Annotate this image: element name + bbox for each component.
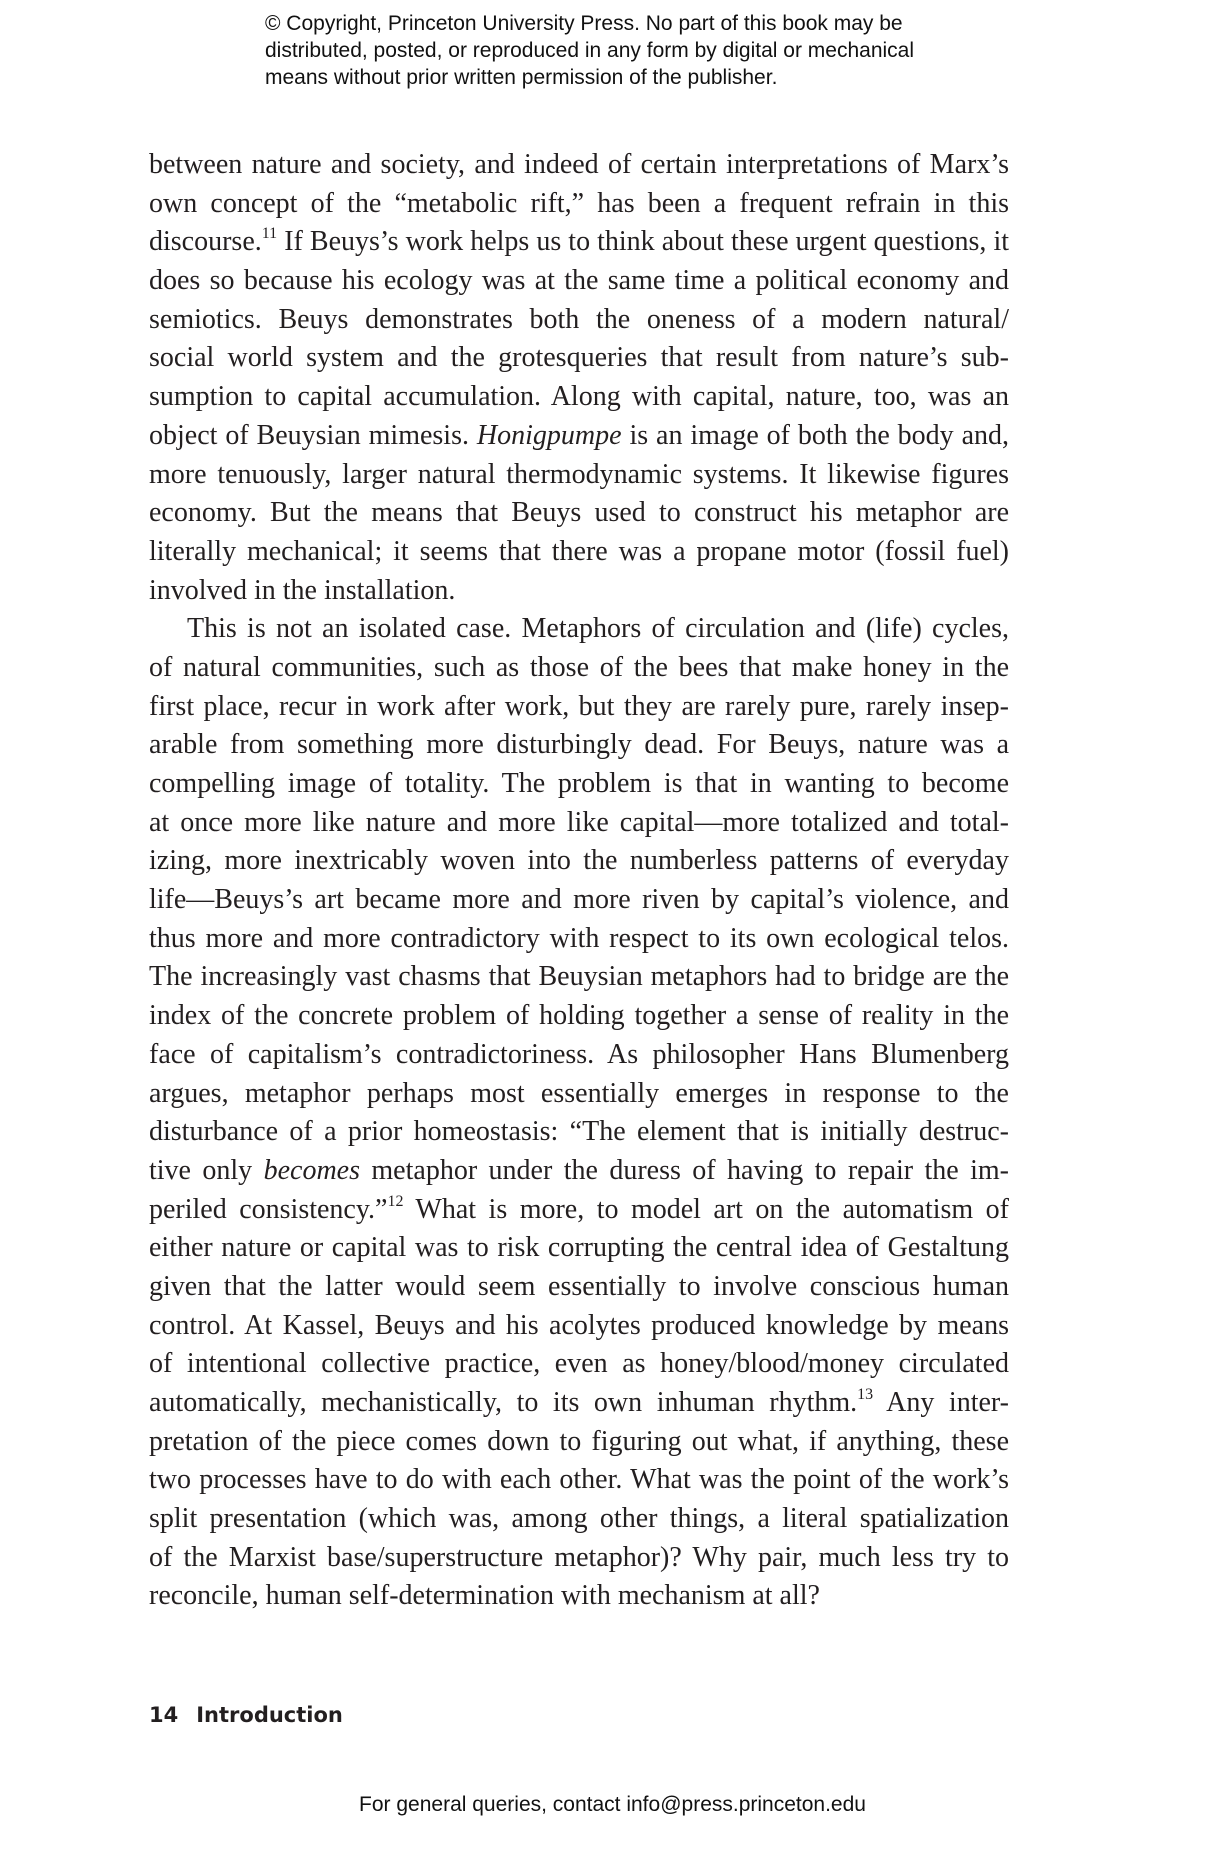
line-text: split presentation (which was, among other things, a literal spatialization (149, 1503, 1009, 1535)
line-text: sumption to capital accumulation. Along with capital, nature, too, was an (149, 381, 1009, 413)
text-line (149, 1461, 1009, 1500)
text-line (149, 1268, 1009, 1307)
line-text: object of Beuysian mimesis. (149, 419, 477, 451)
line-text: The increasingly vast chasms that Beuysian metaphors had to bridge are the (149, 961, 1009, 993)
footnote-ref: 13 (857, 1386, 874, 1403)
line-text: economy. But the means that Beuys used to construct his metaphor are (149, 497, 1009, 529)
line-text: two processes have to do with each other. What was the point of the work’s (149, 1464, 1009, 1496)
line-text: semiotics. Beuys demonstrates both the oneness of a modern natural/ (149, 303, 1009, 335)
text-line (149, 378, 1009, 417)
text-line (149, 1384, 1009, 1423)
copyright-notice (265, 10, 985, 91)
text-line (149, 958, 1009, 997)
line-text: argues, metaphor perhaps most essentially emerges in response to the (149, 1077, 1009, 1109)
text-line (149, 726, 1009, 765)
text-line (149, 1229, 1009, 1268)
text-line (149, 146, 1009, 185)
line-text: control. At Kassel, Beuys and his acolytes produced knowledge by means (149, 1309, 1009, 1341)
text-line (149, 1036, 1009, 1075)
text-line (149, 842, 1009, 881)
line-text: compelling image of totality. The problem is that in wanting to become (149, 768, 1009, 799)
contact-notice: For general queries, contact info@press.princeton.edu (359, 1793, 866, 1816)
line-text: reconcile, human self-determination with mechanism at all? (149, 1580, 820, 1612)
line-text: either nature or capital was to risk corrupting the central idea of Gestaltung (149, 1232, 1009, 1264)
text-line (149, 494, 1009, 533)
text-line (149, 1577, 1009, 1616)
line-text: literally mechanical; it seems that there was a propane motor (fossil fuel) (149, 535, 1009, 567)
footnote-ref: 12 (387, 1192, 404, 1210)
text-line (149, 649, 1009, 688)
line-text: discourse. (149, 226, 262, 258)
line-text: is an image of both the body and, (621, 419, 1009, 451)
line-text: What is more, to model art on the automatism of (403, 1193, 1010, 1225)
line-text: social world system and the grotesqueries that result from nature’s sub- (149, 342, 1009, 374)
line-text: izing, more inextricably woven into the numberless patterns of everyday (149, 845, 1009, 877)
line-text: tive only (149, 1154, 264, 1186)
line-text: does so because his ecology was at the same time a political economy and (149, 265, 1009, 297)
line-text: own concept of the “metabolic rift,” has been a frequent refrain in this (149, 187, 1009, 219)
text-line (149, 456, 1009, 495)
line-text: Any inter- (873, 1387, 1009, 1418)
paragraph (149, 610, 1009, 1616)
text-line (149, 765, 1009, 804)
text-line (149, 185, 1009, 224)
text-line (149, 572, 1009, 611)
italic-title: Honigpumpe (476, 419, 622, 451)
footnote-ref: 11 (261, 225, 278, 243)
line-text: automatically, mechanistically, to its own inhuman rhythm. (149, 1387, 858, 1418)
body-text (149, 146, 1009, 1616)
text-line (149, 301, 1009, 340)
line-text: of intentional collective practice, even as honey/blood/money circulated (149, 1348, 1009, 1380)
copyright-line: distributed, posted, or reproduced in any form by digital or mechanical (265, 39, 915, 62)
text-line (149, 1307, 1009, 1346)
italic-title: becomes (263, 1154, 360, 1186)
text-line (149, 920, 1009, 959)
text-line (149, 804, 1009, 843)
line-text: more tenuously, larger natural thermodynamic systems. It likewise figures (149, 458, 1009, 490)
text-line (149, 610, 1009, 649)
text-line (149, 262, 1009, 301)
line-text: of the Marxist base/superstructure metaphor)? Why pair, much less try to (149, 1541, 1009, 1573)
line-text: life—Beuys’s art became more and more riven by capital’s violence, and (149, 884, 1009, 916)
text-line (149, 881, 1009, 920)
line-text: between nature and society, and indeed of certain interpretations of Marx’s (149, 149, 1009, 180)
copyright-line: © Copyright, Princeton University Press. No part of this book may be (265, 12, 903, 35)
text-line (149, 1500, 1009, 1539)
page-number: 14 (149, 1703, 179, 1727)
line-text: This is not an isolated case. Metaphors of circulation and (life) cycles, (187, 613, 1009, 645)
line-text: face of capitalism’s contradictoriness. As philosopher Hans Blumenberg (149, 1038, 1009, 1070)
text-line (149, 223, 1009, 262)
text-line (149, 1345, 1009, 1384)
line-text: of natural communities, such as those of the bees that make honey in the (149, 651, 1009, 683)
line-text: given that the latter would seem essentially to involve conscious human (149, 1270, 1009, 1302)
line-text: index of the concrete problem of holding together a sense of reality in the (149, 1000, 1009, 1032)
line-text: metaphor under the duress of having to repair the im- (360, 1154, 1010, 1186)
copyright-line: means without prior written permission of the publisher. (265, 66, 778, 89)
line-text: If Beuys’s work helps us to think about these urgent questions, it (277, 226, 1009, 258)
text-line (149, 1152, 1009, 1191)
line-text: involved in the installation. (149, 574, 456, 606)
text-line (149, 417, 1009, 456)
line-text: at once more like nature and more like capital—more totalized and total- (149, 806, 1009, 838)
line-text: pretation of the piece comes down to figuring out what, if anything, these (149, 1425, 1009, 1457)
line-text: disturbance of a prior homeostasis: “The element that is initially destruc- (149, 1116, 1009, 1148)
text-line (149, 1539, 1009, 1578)
text-line (149, 1075, 1009, 1114)
line-text: first place, recur in work after work, but they are rarely pure, rarely insep- (149, 690, 1009, 722)
section-title: Introduction (196, 1703, 343, 1727)
text-line (149, 1191, 1009, 1230)
paragraph (149, 146, 1009, 610)
text-line (149, 1113, 1009, 1152)
text-line (149, 339, 1009, 378)
running-footer (149, 1703, 343, 1727)
text-line (149, 533, 1009, 572)
line-text: thus more and more contradictory with respect to its own ecological telos. (149, 922, 1009, 954)
text-line (149, 997, 1009, 1036)
line-text: arable from something more disturbingly dead. For Beuys, nature was a (149, 729, 1009, 761)
text-line (149, 1423, 1009, 1462)
text-line (149, 688, 1009, 727)
line-text: periled consistency.” (149, 1193, 388, 1225)
